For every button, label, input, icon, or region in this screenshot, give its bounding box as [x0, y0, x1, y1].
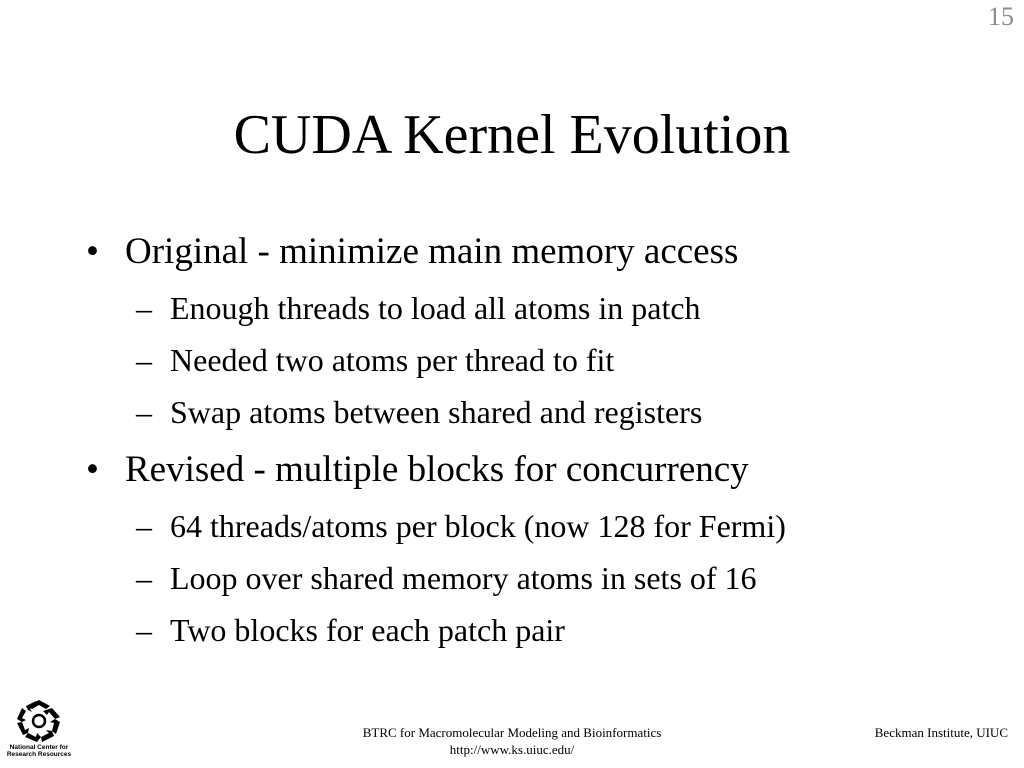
sub-bullet-text: Enough threads to load all atoms in patch — [170, 290, 701, 326]
bullet-text: Original - minimize main memory access — [125, 231, 739, 272]
bullet-marker: • — [86, 449, 99, 490]
bullet-marker: • — [86, 231, 99, 272]
sub-bullet-item — [0, 334, 1024, 386]
sub-bullet-item — [0, 604, 1024, 656]
logo-text-line1: National Center for — [9, 744, 69, 751]
dash-marker: – — [136, 560, 152, 596]
slide-title: CUDA Kernel Evolution — [233, 104, 791, 166]
bullet-list — [0, 226, 1024, 656]
dash-marker: – — [136, 508, 152, 544]
sub-bullet-item — [0, 282, 1024, 334]
sub-bullet-text: Needed two atoms per thread to fit — [170, 342, 615, 378]
sub-bullet-text: Swap atoms between shared and registers — [170, 394, 703, 430]
sub-bullet-item — [0, 552, 1024, 604]
bullet-text: Revised - multiple blocks for concurrency — [125, 449, 749, 490]
dash-marker: – — [136, 290, 152, 326]
ncrr-logo-icon — [14, 698, 64, 744]
sub-bullet-item — [0, 500, 1024, 552]
sub-bullet-text: Two blocks for each patch pair — [170, 612, 565, 648]
sub-bullet-item — [0, 386, 1024, 438]
footer-center — [280, 724, 744, 758]
bullet-item — [0, 226, 1024, 278]
dash-marker: – — [136, 394, 152, 430]
dash-marker: – — [136, 342, 152, 378]
footer-org: BTRC for Macromolecular Modeling and Bioinformatics — [362, 725, 662, 740]
sub-bullet-text: Loop over shared memory atoms in sets of 16 — [170, 560, 757, 596]
footer-url: http://www.ks.uiuc.edu/ — [449, 742, 575, 757]
logo-text-line2: Research Resources — [6, 751, 72, 758]
ncrr-logo — [6, 698, 72, 762]
dash-marker: – — [136, 612, 152, 648]
sub-bullet-text: 64 threads/atoms per block (now 128 for Fermi) — [170, 508, 786, 544]
footer-institute: Beckman Institute, UIUC — [874, 725, 1008, 740]
slide-number: 15 — [988, 2, 1014, 31]
bullet-item — [0, 444, 1024, 496]
